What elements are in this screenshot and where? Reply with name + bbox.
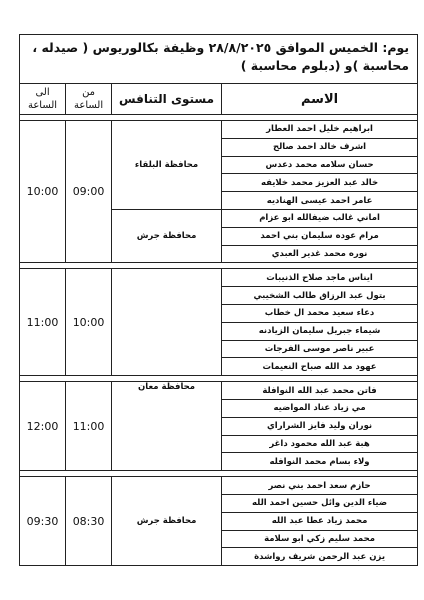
table-row [20,121,418,139]
competition-level: محافظة البلقاء [112,121,222,210]
column-name: الاسم [222,84,418,115]
column-from: من الساعة [66,84,112,115]
candidate-name: فاتن محمد عبد الله النوافلة [222,382,418,400]
from-time: 09:00 [66,121,112,263]
header-cell [20,35,418,84]
candidate-name: شيماء جبريل سليمان الزيادنه [222,322,418,340]
table-row [20,477,418,495]
candidate-name: محمد زياد عطا عبد الله [222,512,418,530]
candidate-name: محمد سليم زكي ابو سلامة [222,530,418,548]
candidate-name: خالد عبد العزيز محمد خلايفه [222,174,418,192]
candidate-name: مي زياد عناد المواضيه [222,399,418,417]
to-time: 10:00 [20,121,66,263]
to-time: 09:30 [20,477,66,566]
candidate-name: عهود مد الله صباح النعيمات [222,358,418,376]
candidate-name: عبير ناصر موسى الفرجات [222,340,418,358]
candidate-name: يزن عبد الرحمن شريف رواشدة [222,548,418,566]
candidate-name: نوران وليد فايز الشراراي [222,417,418,435]
candidate-name: دعاء سعيد محمد ال خطاب [222,304,418,322]
from-time: 11:00 [66,382,112,471]
candidate-name: اشرف خالد احمد صالح [222,138,418,156]
candidate-name: ابراهيم خليل احمد العطار [222,121,418,139]
table-row [20,269,418,287]
column-to: الى الساعة [20,84,66,115]
competition-level [112,269,222,376]
candidate-name: ايناس ماجد صلاح الذنيبات [222,269,418,287]
schedule-table [19,34,418,566]
candidate-name: مرام عوده سليمان بني احمد [222,227,418,245]
candidate-name: عامر احمد عيسى الهناديه [222,192,418,210]
candidate-name: حسان سلامه محمد دعدس [222,156,418,174]
from-time: 10:00 [66,269,112,376]
candidate-name: ولاء بسام محمد النوافله [222,453,418,471]
table-row [20,382,418,400]
from-time: 08:30 [66,477,112,566]
competition-level: محافظة جرش [112,477,222,566]
column-level: مستوى التنافس [112,84,222,115]
candidate-name: نوره محمد غدير العبدي [222,245,418,263]
header-line-2: محاسبة )و (دبلوم محاسبة ) [240,58,410,73]
competition-level: محافظة جرش [112,209,222,262]
competition-level: محافظة معان [112,382,222,471]
candidate-name: حازم سعد احمد بني نصر [222,477,418,495]
to-time: 12:00 [20,382,66,471]
header-line-1: يوم: الخميس الموافق ٢٨/٨/٢٠٢٥ وظيفة بكالوريوس ( صيدله ، [32,40,410,55]
column-header-row [20,84,418,115]
to-time: 11:00 [20,269,66,376]
candidate-name: ضياء الدين وائل حسين احمد الله [222,494,418,512]
candidate-name: اماني غالب ضيفالله ابو عزام [222,209,418,227]
candidate-name: بتول عبد الرزاق طالب الشخيبي [222,287,418,305]
candidate-name: هبة عبد الله محمود داغر [222,435,418,453]
